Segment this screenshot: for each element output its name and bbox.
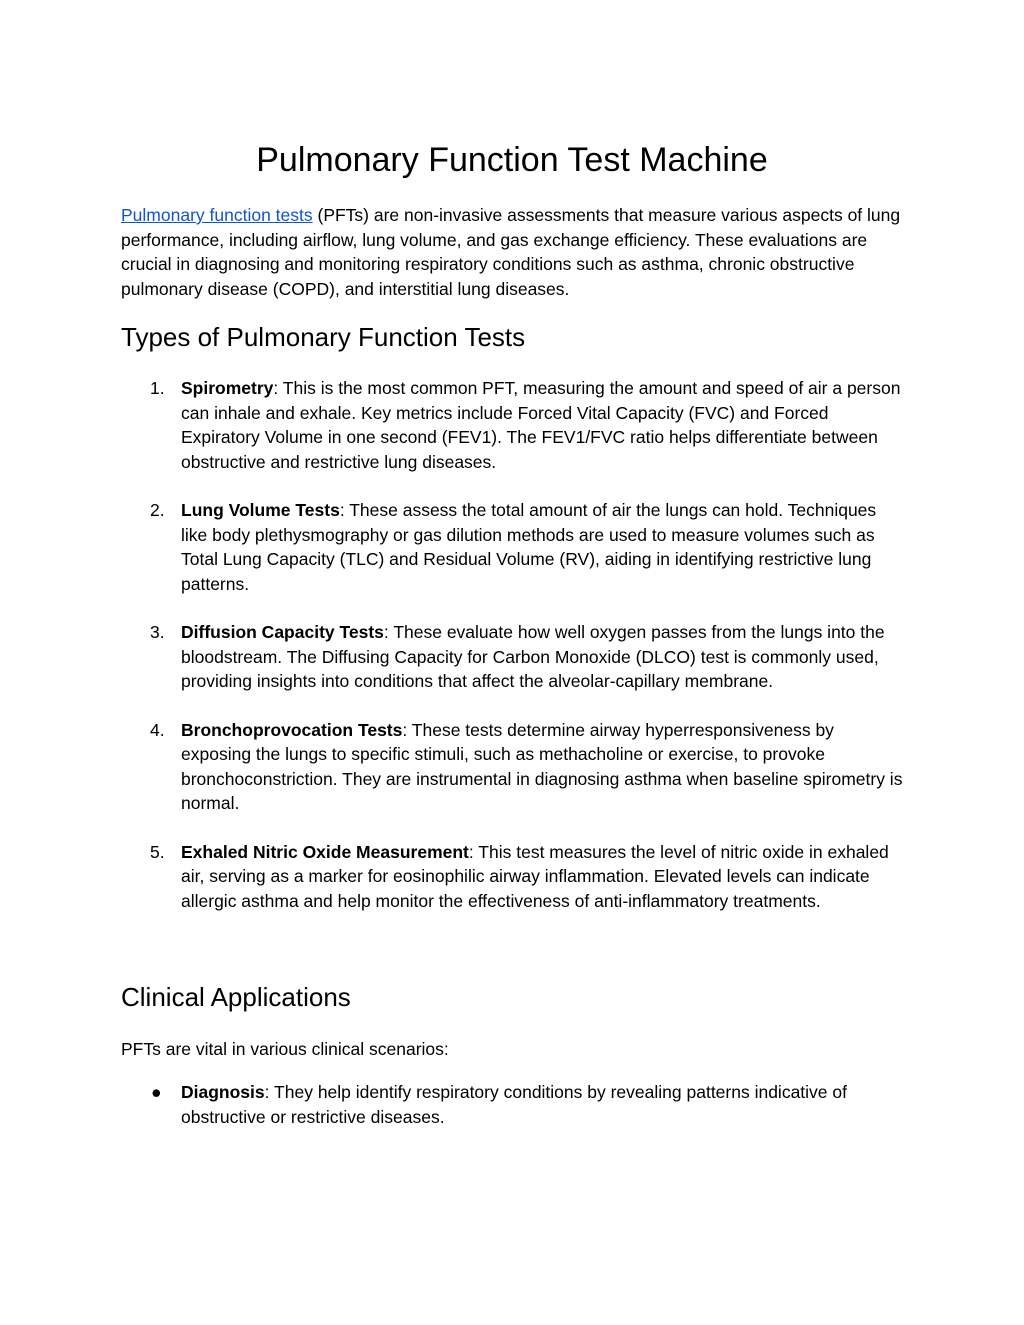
list-item: [121, 1080, 903, 1129]
types-heading: Types of Pulmonary Function Tests: [121, 322, 526, 352]
intro-paragraph: [121, 203, 903, 301]
list-term: Exhaled Nitric Oxide Measurement: [181, 841, 469, 862]
list-item: [121, 620, 903, 694]
list-number: 2.: [150, 500, 165, 520]
page-title: Pulmonary Function Test Machine: [256, 141, 768, 179]
list-text: : These assess the total amount of air the lungs can hold. Techniques like body plethysmography or gas dilution methods are used to measure volumes such as Total Lung Capacity (TLC) and Residual Volume (RV), aiding in identifying restrictive lung patterns.: [181, 500, 877, 594]
list-number: 5.: [150, 841, 165, 862]
list-number: 4.: [150, 719, 165, 740]
list-text: : These tests determine airway hyperresponsiveness by exposing the lungs to specific stimuli, such as methacholine or exercise, to provoke bronchoconstriction. They are instrumental in diagnosing asthma when baseline spirometry is normal.: [181, 719, 903, 813]
clinical-intro: PFTs are vital in various clinical scenarios:: [121, 1039, 449, 1059]
bullet-icon: ●: [151, 1082, 162, 1102]
list-item: [121, 840, 903, 914]
list-term: Spirometry: [181, 378, 274, 398]
list-text: : This test measures the level of nitric oxide in exhaled air, serving as a marker for eosinophilic airway inflammation. Elevated levels can indicate allergic asthma and help monitor the effectiveness of anti-inflammatory treatments.: [181, 841, 889, 911]
list-term: Diagnosis: [181, 1082, 265, 1102]
list-number: 1.: [150, 378, 165, 398]
list-term: Lung Volume Tests: [181, 500, 340, 520]
list-term: Diffusion Capacity Tests: [181, 622, 384, 642]
list-item: [121, 718, 903, 816]
intro-text: (PFTs) are non-invasive assessments that measure various aspects of lung performance, including airflow, lung volume, and gas exchange efficiency. These evaluations are crucial in diagnosing and monitoring respiratory conditions such as asthma, chronic obstructive pulmonary disease (COPD), and interstitial lung diseases.: [121, 205, 901, 299]
clinical-bullets: [121, 1080, 903, 1129]
list-text: : They help identify respiratory conditions by revealing patterns indicative of obstructive or restrictive diseases.: [181, 1082, 847, 1127]
list-text: : This is the most common PFT, measuring the amount and speed of air a person can inhale and exhale. Key metrics include Forced Vital Capacity (FVC) and Forced Expiratory Volume in one second (FEV1). The FEV1/FVC ratio helps differentiate between obstructive and restrictive lung diseases.: [181, 378, 901, 472]
tests-list: [121, 376, 903, 937]
list-term: Bronchoprovocation Tests: [181, 719, 403, 740]
list-item: [121, 498, 903, 596]
list-text: : These evaluate how well oxygen passes from the lungs into the bloodstream. The Diffusing Capacity for Carbon Monoxide (DLCO) test is commonly used, providing insights into conditions that affect the alveolar-capillary membrane.: [181, 622, 885, 691]
clinical-heading: Clinical Applications: [121, 982, 351, 1012]
pft-link[interactable]: Pulmonary function tests: [121, 205, 313, 225]
list-item: [121, 376, 903, 474]
list-number: 3.: [150, 622, 165, 642]
